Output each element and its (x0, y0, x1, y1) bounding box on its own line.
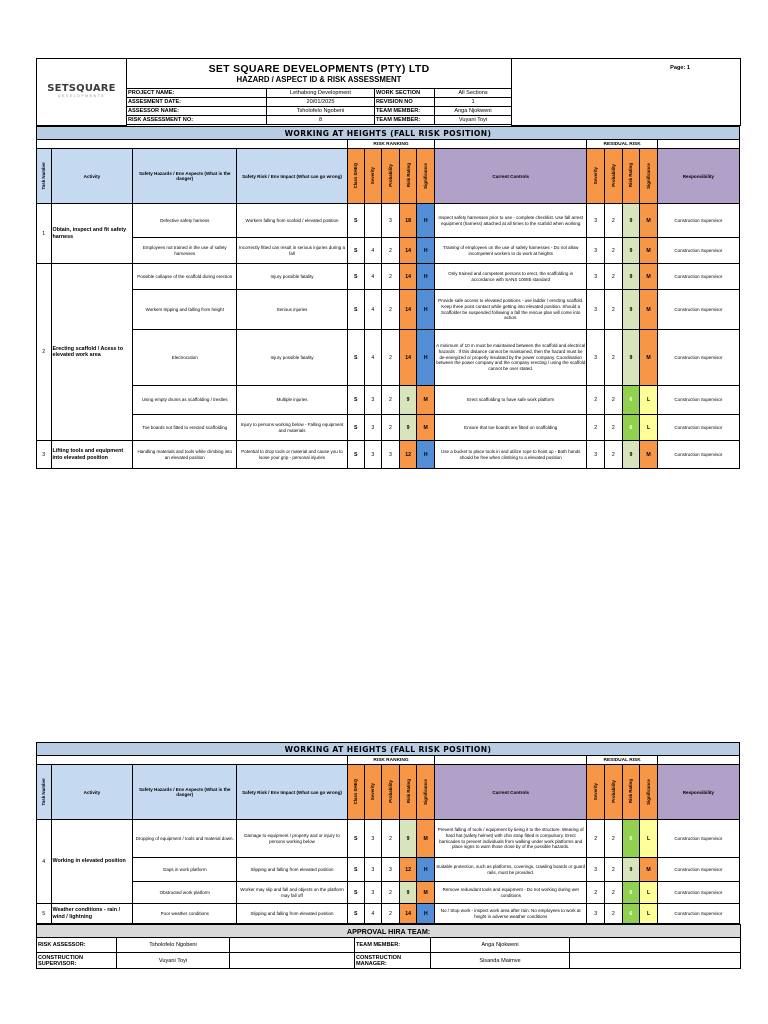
significance: M (417, 882, 435, 904)
hazard: Obstructed work platform (133, 882, 237, 904)
residual-severity: 3 (587, 290, 605, 330)
severity: 4 (364, 264, 382, 290)
risk-impact: Multiple injuries (237, 386, 348, 415)
current-controls: Only trained and competent persons to erect, the scaffolding in accordance with SANS 10085 standard (435, 264, 587, 290)
col-severity: Severity (364, 149, 382, 204)
col-residual-severity: Severity (587, 149, 605, 204)
construction-manager-value: Sisanda Maimve (431, 953, 570, 969)
risk-assessor-signature (230, 938, 355, 953)
assessment-date-label: ASSESMENT DATE: (127, 98, 267, 107)
risk-rating: 12 (399, 441, 417, 469)
hazard-grid (36, 742, 740, 924)
section-title: WORKING AT HEIGHTS (FALL RISK POSITION) (37, 127, 740, 140)
col-activity: Activity (51, 765, 133, 820)
responsibility: Construction Supervisor (657, 441, 739, 469)
activity: Erecting scaffold / Acess to elevated work area (51, 264, 133, 441)
residual-significance: L (640, 882, 658, 904)
col-responsibility: Responsibility (657, 765, 739, 820)
hazard: Possible collapse of the scaffold during erection (133, 264, 237, 290)
class-sheq: S (347, 264, 364, 290)
revision-label: REVISION NO (375, 98, 435, 107)
risk-impact: Incorrectly fitted can result in serious injuries during a fall (237, 238, 348, 264)
residual-significance: M (640, 204, 658, 238)
risk-rating: 9 (399, 882, 417, 904)
col-severity: Severity (364, 765, 382, 820)
header-table (36, 58, 741, 126)
residual-risk-rating: 9 (622, 238, 640, 264)
severity: 3 (364, 415, 382, 441)
residual-severity: 3 (587, 904, 605, 924)
current-controls: Use a bucket to place tools in and utilize rope to hoist up - Both hands should be free when climbing to a elevated position (435, 441, 587, 469)
hazard: Handling materials and tools while climbing into an elevated position (133, 441, 237, 469)
col-residual-probability: Probability (605, 765, 623, 820)
class-sheq: S (347, 415, 364, 441)
assessor-name-value: Tsholofelo Ngobeni (267, 107, 375, 116)
significance: H (417, 204, 435, 238)
residual-severity: 3 (587, 441, 605, 469)
responsibility: Construction Supervisor (657, 904, 739, 924)
company-title: SET SQUARE DEVELOPMENTS (PTY) LTD (208, 63, 430, 75)
task-number: 1 (37, 204, 52, 264)
probability: 2 (382, 386, 400, 415)
col-class-sheq: Class SHEQ (347, 765, 364, 820)
col-residual-severity: Severity (587, 765, 605, 820)
document-subtitle: HAZARD / ASPECT ID & RISK ASSESSMENT (236, 75, 402, 84)
severity: 3 (364, 858, 382, 882)
residual-risk-rating: 6 (622, 882, 640, 904)
significance: M (417, 386, 435, 415)
current-controls: Remove redundant tools and equipment - Do not working during wet conditions (435, 882, 587, 904)
severity: 4 (364, 290, 382, 330)
approval-title: APPROVAL HIRA TEAM: (37, 925, 741, 938)
risk-impact: Damage to equipment / property and or injury to persons working below (237, 820, 348, 858)
severity: 4 (364, 238, 382, 264)
risk-ranking-label: RISK RANKING (347, 140, 434, 149)
col-task-number: Task Number (37, 149, 52, 204)
severity: 3 (364, 820, 382, 858)
hazard: Dropping of equipment / tools and material down. (133, 820, 237, 858)
residual-risk-rating: 9 (622, 441, 640, 469)
table-row (37, 204, 740, 238)
severity: 3 (364, 386, 382, 415)
risk-impact: Workers falling from scafold / elevated position (237, 204, 348, 238)
risk-rating: 14 (399, 264, 417, 290)
responsibility: Construction Supervisor (657, 290, 739, 330)
revision-value: 1 (435, 98, 512, 107)
col-probability: Probability (382, 765, 400, 820)
current-controls: Provide safe access to elevated positions - use ladder / erecting scaffold. Keep three point contact while getting into elevated position. Should a Scaffolder be suspended following a fall the rescue plan will come into action. (435, 290, 587, 330)
risk-impact: Injury to persons working below - Falling equipment and materials (237, 415, 348, 441)
responsibility: Construction Supervisor (657, 858, 739, 882)
activity: Obtain, inspect and fit safety harness (51, 204, 133, 264)
risk-assessment-page-2 (36, 742, 740, 969)
col-hazards: Safety Hazards / Env Aspects (What is the danger) (133, 149, 237, 204)
severity (364, 204, 382, 238)
approval-table (36, 924, 741, 969)
probability: 3 (382, 204, 400, 238)
task-number: 4 (37, 820, 52, 904)
risk-assessor-value: Tsholofelo Ngobeni (117, 938, 230, 953)
risk-impact: Worker may slip and fall and objects on the platform may fall off (237, 882, 348, 904)
probability: 2 (382, 904, 400, 924)
risk-ranking-label: RISK RANKING (347, 756, 434, 765)
activity: Weather conditions - rain / wind / lightning (51, 904, 133, 924)
hazard: Toe boards not fitted to erected scaffolding (133, 415, 237, 441)
residual-severity: 2 (587, 820, 605, 858)
col-current-controls: Current Controls (435, 149, 587, 204)
probability: 2 (382, 882, 400, 904)
current-controls: Ensure that toe boards are fitted on scaffolding (435, 415, 587, 441)
project-name-value: Lethabong Development (267, 89, 375, 98)
col-risk-rating: Risk Rating (399, 149, 417, 204)
significance: H (417, 904, 435, 924)
significance: M (417, 415, 435, 441)
risk-rating: 9 (399, 386, 417, 415)
current-controls: Erect scaffolding to have safe work platform (435, 386, 587, 415)
responsibility: Construction Supervisor (657, 238, 739, 264)
residual-risk-rating: 6 (622, 386, 640, 415)
residual-probability: 2 (605, 204, 623, 238)
residual-risk-rating: 6 (622, 415, 640, 441)
responsibility: Construction Supervisor (657, 204, 739, 238)
col-significance: Significance (417, 765, 435, 820)
residual-risk-rating: 9 (622, 204, 640, 238)
page-number: Page: 1 (512, 59, 741, 126)
class-sheq: S (347, 330, 364, 386)
residual-risk-rating: 9 (622, 290, 640, 330)
residual-significance: M (640, 238, 658, 264)
residual-probability: 2 (605, 290, 623, 330)
residual-severity: 3 (587, 238, 605, 264)
residual-probability: 2 (605, 858, 623, 882)
activity: Lifting tools and equipment into elevated position (51, 441, 133, 469)
risk-impact: Serious injuries (237, 290, 348, 330)
residual-significance: M (640, 264, 658, 290)
significance: H (417, 330, 435, 386)
col-activity: Activity (51, 149, 133, 204)
construction-manager-signature (570, 953, 741, 969)
current-controls: No / Stop work - inspect work area after rain. No employees to work at height in adverse weather conditions (435, 904, 587, 924)
team-member-2-value: Vuyani Toyi (435, 116, 512, 125)
risk-rating: 9 (399, 415, 417, 441)
residual-probability: 2 (605, 264, 623, 290)
task-number: 5 (37, 904, 52, 924)
class-sheq: S (347, 204, 364, 238)
table-row (37, 330, 740, 386)
severity: 4 (364, 330, 382, 386)
significance: M (417, 820, 435, 858)
table-row (37, 882, 740, 904)
col-residual-significance: Significance (640, 765, 658, 820)
table-row (37, 386, 740, 415)
residual-risk-rating: 6 (622, 904, 640, 924)
risk-impact: Potential to drop tools or material and cause you to loose your grip - personal injuries (237, 441, 348, 469)
col-class-sheq: Class SHEQ (347, 149, 364, 204)
significance: H (417, 441, 435, 469)
table-row (37, 904, 740, 924)
risk-rating: 14 (399, 330, 417, 386)
significance: H (417, 858, 435, 882)
residual-severity: 2 (587, 386, 605, 415)
residual-probability: 2 (605, 882, 623, 904)
col-responsibility: Responsibility (657, 149, 739, 204)
team-member-2-label: TEAM MEMBER: (375, 116, 435, 125)
assessor-name-label: ASSESSOR NAME: (127, 107, 267, 116)
residual-probability: 2 (605, 238, 623, 264)
team-member-1-value: Anga Njokweni (435, 107, 512, 116)
probability: 2 (382, 238, 400, 264)
col-current-controls: Current Controls (435, 765, 587, 820)
significance: H (417, 264, 435, 290)
current-controls: Suitable protection, such as platforms, coverings, crawling boards or guard rails, must be provided. (435, 858, 587, 882)
responsibility: Construction Supervisor (657, 882, 739, 904)
col-residual-probability: Probability (605, 149, 623, 204)
risk-rating: 18 (399, 204, 417, 238)
company-logo: SETSQUARE DEVELOPMENTS (37, 59, 127, 126)
table-row (37, 441, 740, 469)
residual-probability: 2 (605, 904, 623, 924)
residual-significance: L (640, 386, 658, 415)
responsibility: Construction Supervisor (657, 330, 739, 386)
col-probability: Probability (382, 149, 400, 204)
hazard: Poor weather conditions (133, 904, 237, 924)
residual-probability: 2 (605, 441, 623, 469)
residual-severity: 3 (587, 858, 605, 882)
severity: 4 (364, 904, 382, 924)
construction-supervisor-value: Vuyani Toyi (117, 953, 230, 969)
current-controls: A minimum of 10 m must be maintained between the scaffold and electrical hazards . If this distance cannot be maintained, then the hazard must be de-energized or properly insulated by the power company. Coordination between the power company and the company erecting / using the scaffold cannot be over stated. (435, 330, 587, 386)
severity: 3 (364, 882, 382, 904)
probability: 2 (382, 290, 400, 330)
hazard: Workers tripping and falling from height (133, 290, 237, 330)
class-sheq: S (347, 904, 364, 924)
class-sheq: S (347, 386, 364, 415)
probability: 2 (382, 415, 400, 441)
responsibility: Construction Supervisor (657, 264, 739, 290)
probability: 3 (382, 441, 400, 469)
class-sheq: S (347, 238, 364, 264)
construction-manager-label: CONSTRUCTION MANAGER: (355, 953, 431, 969)
class-sheq: S (347, 290, 364, 330)
probability: 2 (382, 820, 400, 858)
residual-significance: L (640, 904, 658, 924)
residual-severity: 2 (587, 415, 605, 441)
residual-significance: M (640, 330, 658, 386)
responsibility: Construction Supervisor (657, 386, 739, 415)
residual-significance: M (640, 858, 658, 882)
risk-impact: Injury possible fatality (237, 264, 348, 290)
hazard: Employees not trained in the use of safety harnesses (133, 238, 237, 264)
hazard: Using empty drums as scaffolding / trestles (133, 386, 237, 415)
activity: Working in elevated position (51, 820, 133, 904)
residual-probability: 2 (605, 386, 623, 415)
residual-significance: L (640, 415, 658, 441)
table-row (37, 820, 740, 858)
class-sheq: S (347, 858, 364, 882)
current-controls: Prevent falling of tools / equipment by tieing it to the structure. Wearing of hard hat (safety helmet) with chin strap fitted is compulsory. Erect barricades to prevent individuals from walking under work platforms and place signs to warn those close by of the possible hazards. (435, 820, 587, 858)
work-section-label: WORK SECTION (375, 89, 435, 98)
assessment-date-value: 20/01/2025 (267, 98, 375, 107)
class-sheq: S (347, 882, 364, 904)
construction-supervisor-signature (230, 953, 355, 969)
hazard-grid (36, 126, 740, 469)
approval-team-member-label: TEAM MEMBER: (355, 938, 431, 953)
risk-impact: Slipping and falling from elevated position (237, 904, 348, 924)
risk-assessor-label: RISK ASSESSOR: (37, 938, 117, 953)
residual-risk-rating: 9 (622, 264, 640, 290)
table-row (37, 238, 740, 264)
risk-assessment-no-value: 8 (267, 116, 375, 125)
current-controls: Inspect safety harnesses prior to use - complete checklist. Use fall arrest equipment (harness) attached at all times to the scafold when working (435, 204, 587, 238)
risk-rating: 14 (399, 290, 417, 330)
team-member-1-label: TEAM MEMBER: (375, 107, 435, 116)
residual-significance: M (640, 441, 658, 469)
residual-risk-label: RESIDUAL RISK (587, 756, 657, 765)
table-row (37, 858, 740, 882)
residual-severity: 3 (587, 330, 605, 386)
risk-rating: 14 (399, 904, 417, 924)
residual-risk-label: RESIDUAL RISK (587, 140, 657, 149)
table-row (37, 415, 740, 441)
residual-risk-rating: 9 (622, 330, 640, 386)
table-row (37, 290, 740, 330)
team-member-signature (570, 938, 741, 953)
risk-assessment-no-label: RISK ASSESSMENT NO: (127, 116, 267, 125)
col-task-number: Task Number (37, 765, 52, 820)
probability: 3 (382, 858, 400, 882)
residual-risk-rating: 6 (622, 820, 640, 858)
col-hazards: Safety Hazards / Env Aspects (What is the danger) (133, 765, 237, 820)
residual-severity: 3 (587, 264, 605, 290)
responsibility: Construction Supervisor (657, 820, 739, 858)
col-residual-significance: Significance (640, 149, 658, 204)
risk-rating: 12 (399, 858, 417, 882)
col-residual-risk-rating: Risk Rating (622, 765, 640, 820)
hazard: Gaps in work platform (133, 858, 237, 882)
hazard: Defective safety harness (133, 204, 237, 238)
col-risk-impact: Safety Risk / Env Impact (What can go wrong) (237, 765, 348, 820)
current-controls: Training of employees on the use of safety harnesses - Do not allow incompetent workers to do work at heights (435, 238, 587, 264)
col-risk-impact: Safety Risk / Env Impact (What can go wrong) (237, 149, 348, 204)
residual-significance: M (640, 290, 658, 330)
hazard: Electrocution (133, 330, 237, 386)
residual-probability: 2 (605, 415, 623, 441)
responsibility: Construction Supervisor (657, 415, 739, 441)
risk-impact: Slipping and falling from elevated position (237, 858, 348, 882)
work-section-value: All Sections (435, 89, 512, 98)
task-number: 3 (37, 441, 52, 469)
approval-team-member-value: Anga Njokweni (431, 938, 570, 953)
risk-rating: 9 (399, 820, 417, 858)
table-row (37, 264, 740, 290)
probability: 2 (382, 264, 400, 290)
col-residual-risk-rating: Risk Rating (622, 149, 640, 204)
class-sheq: S (347, 820, 364, 858)
class-sheq: S (347, 441, 364, 469)
residual-severity: 3 (587, 204, 605, 238)
col-risk-rating: Risk Rating (399, 765, 417, 820)
col-significance: Significance (417, 149, 435, 204)
risk-assessment-page-1 (36, 58, 740, 469)
risk-rating: 14 (399, 238, 417, 264)
residual-probability: 2 (605, 820, 623, 858)
section-title: WORKING AT HEIGHTS (FALL RISK POSITION) (37, 743, 740, 756)
task-number: 2 (37, 264, 52, 441)
residual-probability: 2 (605, 330, 623, 386)
severity: 3 (364, 441, 382, 469)
construction-supervisor-label: CONSTRUCTION SUPERVISOR: (37, 953, 117, 969)
residual-severity: 2 (587, 882, 605, 904)
project-name-label: PROJECT NAME: (127, 89, 267, 98)
risk-impact: Injury possible fatality (237, 330, 348, 386)
probability: 2 (382, 330, 400, 386)
significance: H (417, 290, 435, 330)
significance: H (417, 238, 435, 264)
residual-risk-rating: 9 (622, 858, 640, 882)
residual-significance: L (640, 820, 658, 858)
